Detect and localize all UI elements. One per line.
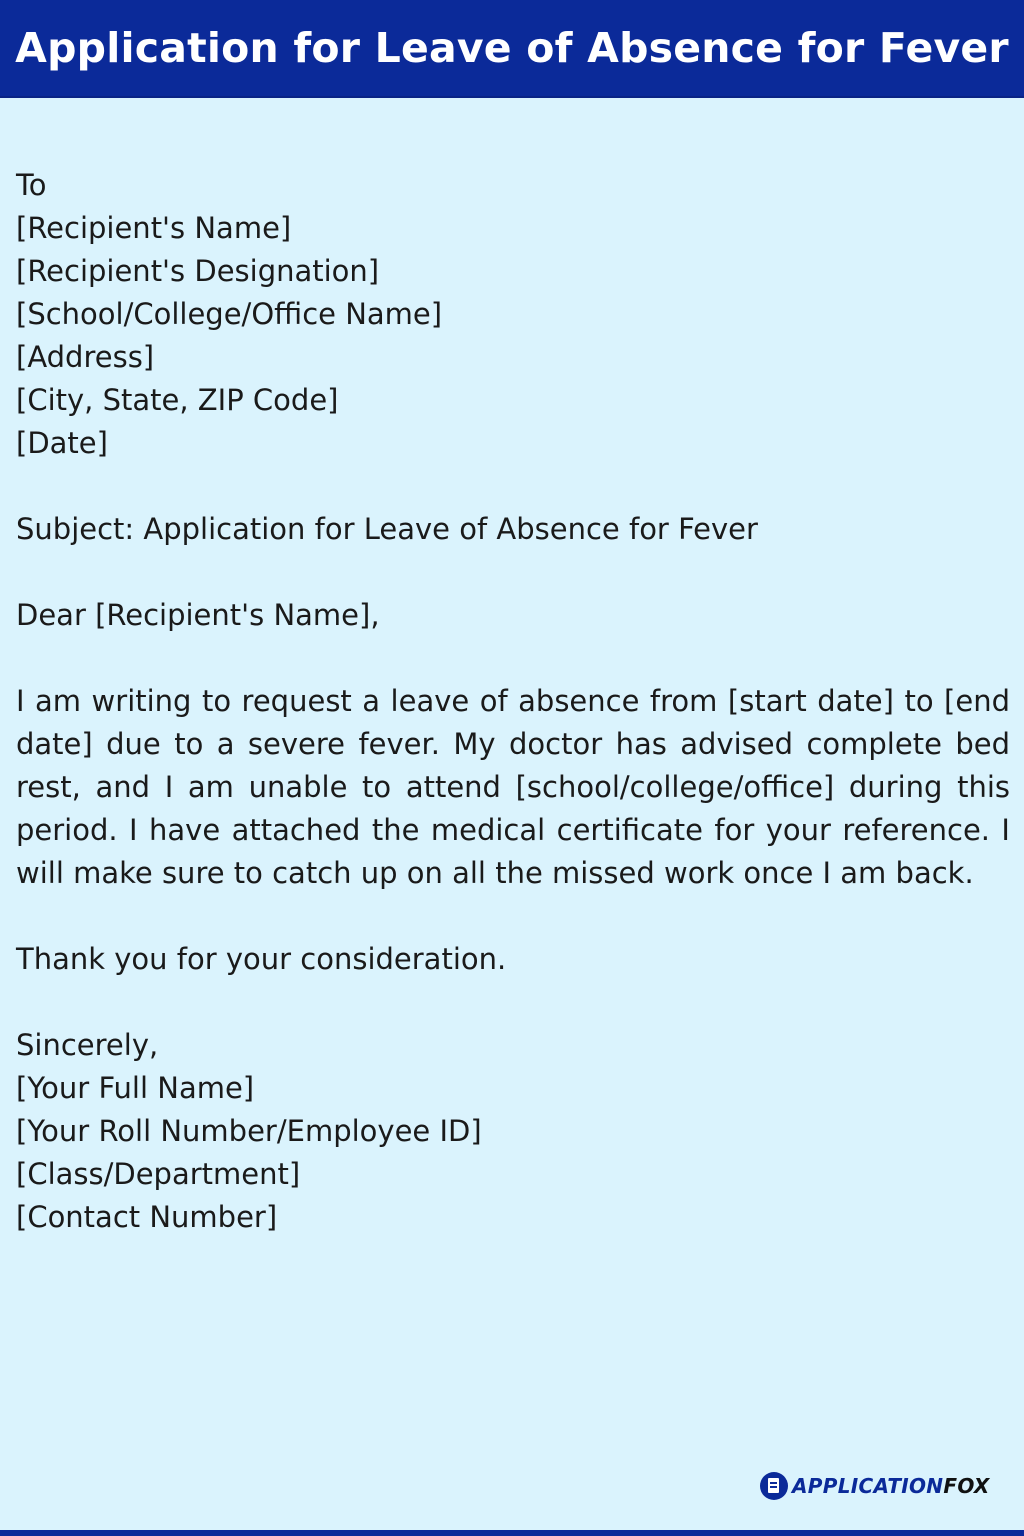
spacer	[16, 465, 1010, 508]
salutation: Dear [Recipient's Name],	[16, 598, 380, 632]
brand-text-primary: APPLICATION	[792, 1474, 944, 1498]
recipient-block	[16, 164, 1010, 465]
brand-text	[792, 1474, 990, 1498]
address-line: [Address]	[16, 340, 155, 374]
date-line: [Date]	[16, 426, 108, 460]
thanks-line: Thank you for your consideration.	[16, 942, 507, 976]
closing: Sincerely,	[16, 1028, 159, 1062]
sender-department: [Class/Department]	[16, 1157, 301, 1191]
to-line: To	[16, 168, 47, 202]
subject-line: Subject: Application for Leave of Absence for Fever	[16, 512, 758, 546]
city-state-zip: [City, State, ZIP Code]	[16, 383, 339, 417]
sender-contact: [Contact Number]	[16, 1200, 278, 1234]
brand-text-secondary: FOX	[943, 1474, 990, 1498]
brand-logo	[760, 1470, 990, 1502]
body-paragraph: I am writing to request a leave of absence from [start date] to [end date] due to a severe fever. My doctor has advised complete bed rest, and I am unable to attend [school/college/office] during this period. I have attached the medical certificate for your reference. I will make sure to catch up on all the missed work once I am back.	[16, 684, 1010, 890]
institution-name: [School/College/Office Name]	[16, 297, 443, 331]
spacer	[16, 981, 1010, 1024]
letter-content	[16, 164, 1010, 1239]
spacer	[16, 637, 1010, 680]
signature-block	[16, 1067, 1010, 1239]
sender-id: [Your Roll Number/Employee ID]	[16, 1114, 482, 1148]
recipient-designation: [Recipient's Designation]	[16, 254, 380, 288]
page-header	[0, 0, 1024, 98]
spacer	[16, 895, 1010, 938]
sender-name: [Your Full Name]	[16, 1071, 255, 1105]
document-icon	[760, 1472, 788, 1500]
recipient-name: [Recipient's Name]	[16, 211, 292, 245]
page-title: Application for Leave of Absence for Fever	[15, 24, 1009, 72]
bottom-bar	[0, 1530, 1024, 1536]
spacer	[16, 551, 1010, 594]
